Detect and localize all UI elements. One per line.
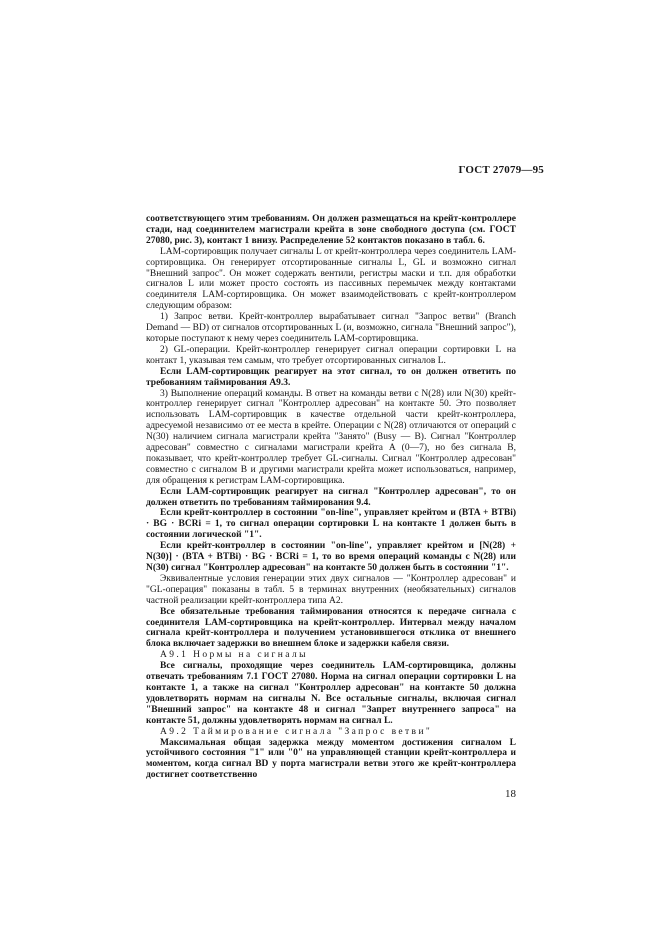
paragraph: 3) Выполнение операций команды. В ответ на команды ветви с N(28) или N(30) крейт-контроллер генерирует сигнал "Контроллер адресован" на контакте 50. Это позволяет использовать LAM-сортировщик в качестве отдельной части крейт-контроллера, адресуемой независимо от ее места в крейте. Операции с N(28) отличаются от операций с N(30) наличием сигнала магистрали крейта "Занято" (Busy — B). Сигнал "Контроллер адресован" совместно с сигналами магистрали крейта А (0—7), но без сигнала В, показывает, что крейт-контроллер требует GL-сигналы. Сигнал "Контроллер адресован" совместно с сигналом В и другими магистрали крейта может использоваться, например, для обращения к регистрам LAM-сортировщика.: [146, 388, 516, 486]
paragraph: Если LAM-сортировщик реагирует на этот сигнал, то он должен ответить по требованиям таймирования А9.3.: [146, 366, 516, 388]
paragraph: Эквивалентные условия генерации этих двух сигналов — "Контроллер адресован" и "GL-операция" показаны в табл. 5 в терминах внутренних (необязательных) сигналов частной реализации крейт-контроллера типа А2.: [146, 573, 516, 606]
paragraph: Если LAM-сортировщик реагирует на сигнал "Контроллер адресован", то он должен ответить по требованиям таймирования 9.4.: [146, 486, 516, 508]
page-number: 18: [505, 788, 516, 800]
paragraph: Максимальная общая задержка между моментом достижения сигналом L устойчивого состояния "1" или "0" на управляющей станции крейт-контроллера и моментом, когда сигнал BD у порта магистрали ветви этого же крейт-контроллера достигнет соответственно: [146, 737, 516, 781]
document-header: ГОСТ 27079—95: [458, 164, 544, 176]
paragraph: А9.1 Нормы на сигналы: [160, 650, 308, 661]
paragraph: Если крейт-контроллер в состоянии "on-line", управляет крейтом и (BTA + BTBi) · BG · BCRi = 1, то сигнал операции сортировки L на контакте 1 должен быть в состоянии логической "1".: [146, 508, 516, 541]
paragraph: Все обязательные требования таймирования относятся к передаче сигнала с соединителя LAM-сортировщика на крейт-контроллер. Интервал между началом сигнала крейт-контроллера и получением установившегося отклика от внешнего блока включает задержки во внешнем блоке и задержки кабеля связи.: [146, 606, 516, 650]
paragraph: LAM-сортировщик получает сигналы L от крейт-контроллера через соединитель LAM-сортировщика. Он генерирует отсортированные сигналы L, GL и возможно сигнал "Внешний запрос". Он может содержать вентили, регистры маски и т.п. для обработки сигналов L или может просто состоять из пассивных перемычек между контактами соединителя LAM-сортировщика. Он может взаимодействовать с крейт-контроллером следующим образом:: [146, 246, 516, 312]
paragraph: А9.2 Таймирование сигнала "Запрос ветви": [160, 726, 433, 737]
paragraph: Если крейт-контроллер в состоянии "on-line", управляет крейтом и [N(28) + N(30)] · (BTA + BTBi) · BG · BCRi = 1, то во время операций команды с N(28) или N(30) сигнал "Контроллер адресован" на контакте 50 должен быть в состоянии "1".: [146, 541, 516, 573]
paragraph: соответствующего этим требованиям. Он должен размещаться на крейт-контроллере стади, над соединителем магистрали крейта в зоне свободного доступа (см. ГОСТ 27080, рис. 3), контакт 1 внизу. Распределение 52 контактов показано в табл. 6.: [146, 214, 516, 246]
paragraph: 2) GL-операции. Крейт-контроллер генерирует сигнал операции сортировки L на контакт 1, указывая тем самым, что требует отсортированных сигналов L.: [146, 344, 516, 366]
paragraph: Все сигналы, проходящие через соединитель LAM-сортировщика, должны отвечать требованиям 7.1 ГОСТ 27080. Норма на сигнал операции сортировки L на контакте 1, а также на сигнал "Контроллер адресован" на контакте 50 должна удовлетворять нормам на сигналы N. Все остальные сигналы, включая сигнал "Внешний запрос" на контакте 48 и сигнал "Запрет внутреннего запроса" на контакте 51, должны удовлетворять нормам на сигнал L.: [146, 661, 516, 726]
paragraph: 1) Запрос ветви. Крейт-контроллер вырабатывает сигнал "Запрос ветви" (Branch Demand — BD) от сигналов отсортированных L (и, возможно, сигнала "Внешний запрос"), которые поступают к нему через соединитель LAM-сортировщика.: [146, 312, 516, 344]
document-body: [146, 214, 516, 781]
